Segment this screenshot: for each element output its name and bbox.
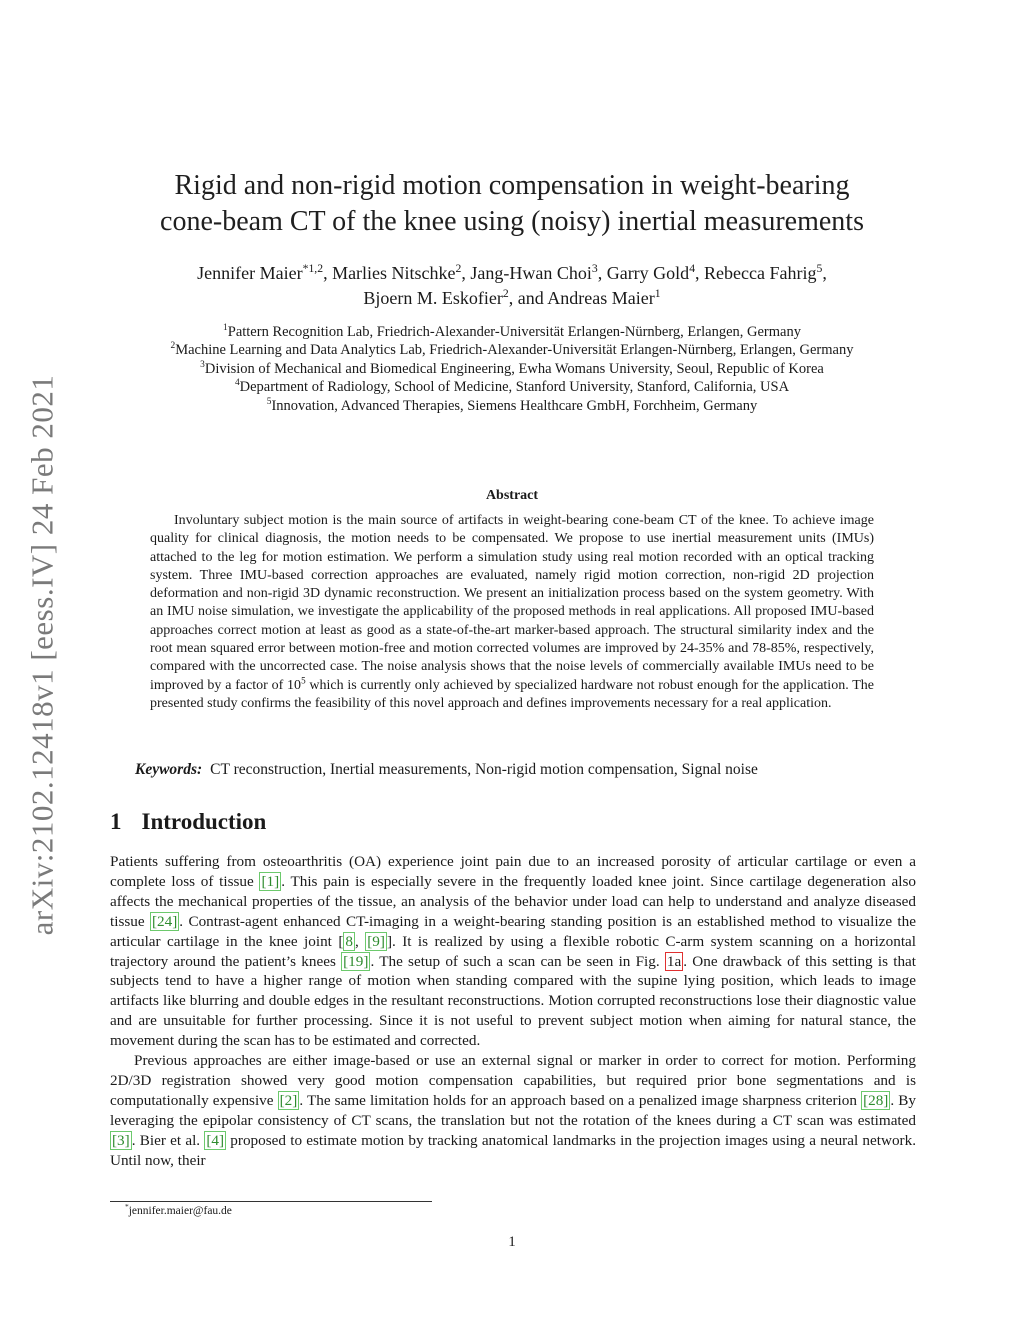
affiliation-text: Pattern Recognition Lab, Friedrich-Alexander-Universität Erlangen-Nürnberg, Erlangen, Germany: [227, 324, 801, 340]
body-paragraph: [110, 852, 916, 1051]
paragraph-text: . Bier et al.: [131, 1131, 205, 1149]
abstract-heading: Abstract: [485, 488, 539, 503]
author-affiliation-marker: *1,2: [302, 262, 324, 275]
affiliation-text: Innovation, Advanced Therapies, Siemens Healthcare GmbH, Forchheim, Germany: [271, 397, 758, 414]
paragraph-text: [: [338, 932, 344, 950]
author-name: Marlies Nitschke: [332, 263, 456, 283]
affiliation-marker: 2: [170, 341, 176, 352]
citation-link[interactable]: [2]: [279, 1091, 298, 1109]
author-name: Rebecca Fahrig: [704, 263, 817, 283]
author-separator: ,: [822, 263, 827, 283]
figure-reference-link[interactable]: 1a: [666, 952, 682, 970]
paragraph-text: Patients suffering from osteoarthritis (OA) experience joint pain due to an increased porosity of articular cartilage or even a complete loss of tissue: [110, 853, 916, 890]
affiliation-line: [100, 378, 924, 396]
paragraph-text: ]. It is realized by using a flexible robotic C-arm system scanning on a horizontal trajectory around the patient’s knees: [110, 932, 916, 970]
affiliation-list: [100, 323, 924, 415]
author-list: [110, 261, 914, 311]
author-separator: , and: [508, 288, 548, 308]
citation-link[interactable]: [19]: [343, 952, 369, 970]
citation-link[interactable]: [28]: [863, 1091, 889, 1109]
affiliation-text: Division of Mechanical and Biomedical Engineering, Ewha Womans University, Seoul, Republic of Korea: [204, 360, 824, 377]
body-text: [110, 852, 916, 1171]
author-affiliation-marker: 4: [689, 262, 696, 275]
paragraph-text: . Contrast-agent enhanced CT-imaging in a weight-bearing standing position is an established method to visualize the articular cartilage in the knee joint: [110, 912, 916, 950]
author-name: Jang-Hwan Choi: [470, 263, 592, 283]
arxiv-identifier-text: arXiv:2102.12418v1 [eess.IV] 24 Feb 2021: [24, 374, 60, 936]
affiliation-marker: 3: [200, 359, 205, 370]
author-name: Bjoern M. Eskofier: [363, 288, 503, 308]
affiliation-marker: 4: [234, 378, 240, 389]
author-affiliation-marker: 2: [455, 262, 462, 275]
affiliation-line: [100, 397, 924, 415]
section-heading: [110, 809, 266, 835]
keywords-label: Keywords:: [135, 761, 203, 778]
body-paragraph: [110, 1051, 916, 1170]
citation-link[interactable]: [9]: [367, 932, 385, 950]
section-title: Introduction: [141, 809, 267, 834]
author-affiliation-marker: 1: [654, 287, 661, 300]
affiliation-line: [100, 360, 924, 378]
affiliation-text: Department of Radiology, School of Medicine, Stanford University, Stanford, California, USA: [239, 379, 790, 396]
affiliation-marker: 1: [223, 323, 228, 334]
author-separator: ,: [323, 263, 333, 283]
paragraph-text: . This pain is especially severe in the frequently loaded knee joint. Since cartilage degeneration also affects the mechanical properties of the tissue, an analysis of the behavior under load can help to understand and analyze diseased tissue: [110, 872, 916, 930]
citation-link[interactable]: 8: [345, 932, 353, 950]
affiliation-line: [100, 341, 924, 359]
author-affiliation-marker: 5: [816, 262, 823, 275]
citation-link[interactable]: [1]: [261, 872, 280, 890]
citation-link[interactable]: [3]: [112, 1131, 130, 1149]
author-separator: ,: [461, 263, 471, 283]
author-separator: ,: [597, 263, 607, 283]
author-affiliation-marker: 3: [591, 262, 598, 275]
footnote-divider: [110, 1201, 432, 1202]
author-name: Andreas Maier: [547, 288, 655, 308]
title-line-2: cone-beam CT of the knee using (noisy) inertial measurements: [160, 206, 864, 237]
footnote: [125, 1202, 232, 1217]
paragraph-text: . One drawback of this setting is that subjects tend to have a higher range of motion when standing compared with the supine lying position, which leads to image artifacts like blurring and double edges in the resultant reconstructions. Motion corrupted reconstructions lose their diagnostic value and are unsuitable for further processing. Since it is not useful to prevent subject motion when aiming for natural stance, the movement during the scan has to be estimated and corrected.: [110, 952, 917, 1050]
paragraph-text: . By leveraging the epipolar consistency of CT scans, the translation but not the rotation of the knees during a CT scan was estimated: [110, 1091, 916, 1129]
citation-link[interactable]: [24]: [151, 912, 178, 930]
keywords-text: CT reconstruction, Inertial measurements, Non-rigid motion compensation, Signal noise: [210, 761, 758, 778]
title-line-1: Rigid and non-rigid motion compensation in weight-bearing: [174, 170, 850, 201]
abstract-text: which is currently only achieved by specialized hardware not robust enough for the application. The presented study confirms the feasibility of this novel approach and defines improvements necessary for a real application.: [150, 677, 874, 711]
affiliation-text: Machine Learning and Data Analytics Lab, Friedrich-Alexander-Universität Erlangen-Nürnberg, Erlangen, Germany: [175, 342, 854, 359]
footnote-marker: *: [125, 1202, 129, 1212]
author-separator: ,: [695, 263, 705, 283]
affiliation-line: [100, 323, 924, 341]
paper-title: [110, 168, 914, 240]
paragraph-text: . The setup of such a scan can be seen in Fig.: [370, 952, 665, 970]
paragraph-text: Previous approaches are either image-based or use an external signal or marker in order to correct for motion. Performing 2D/3D registration showed very good motion compensation capabilities, but required prior bone segmentations and is computationally expensive: [110, 1052, 916, 1109]
section-number: 1: [110, 809, 122, 834]
author-name: Garry Gold: [606, 263, 690, 283]
keywords: [135, 761, 895, 779]
citation-link[interactable]: [4]: [206, 1131, 225, 1149]
abstract-body: [150, 512, 874, 713]
page-number: 1: [508, 1234, 516, 1250]
paragraph-text: proposed to estimate motion by tracking anatomical landmarks in the projection images using a neural network. Until now, their: [110, 1131, 916, 1169]
author-affiliation-marker: 2: [502, 287, 509, 300]
arxiv-identifier-stamp: [12, 355, 72, 955]
paragraph-text: ,: [354, 932, 366, 950]
abstract-exponent: 5: [301, 675, 306, 686]
paragraph-text: . The same limitation holds for an approach based on a penalized image sharpness criterion: [299, 1091, 862, 1109]
author-name: Jennifer Maier: [197, 263, 303, 283]
footnote-email: jennifer.maier@fau.de: [128, 1205, 232, 1217]
abstract-text: Involuntary subject motion is the main source of artifacts in weight-bearing cone-beam CT of the knee. To achieve image quality for clinical diagnosis, the motion needs to be compensated. We propose to use inertial measurement units (IMUs) attached to the leg for motion estimation. We perform a simulation study using real motion recorded with an optical tracking system. Three IMU-based correction approaches are evaluated, namely rigid motion correction, non-rigid 2D projection deformation and non-rigid 3D dynamic reconstruction. We present an initialization process based on the system geometry. With an IMU noise simulation, we investigate the applicability of the proposed methods in real applications. All proposed IMU-based approaches correct motion at least as good as a state-of-the-art marker-based approach. The structural similarity index and the root mean squared error between motion-free and motion corrected volumes are improved by 24-35% and 78-85%, respectively, compared with the uncorrected case. The noise analysis shows that the noise levels of commercially available IMUs need to be improved by a factor of 10: [150, 513, 874, 693]
affiliation-marker: 5: [266, 396, 272, 407]
